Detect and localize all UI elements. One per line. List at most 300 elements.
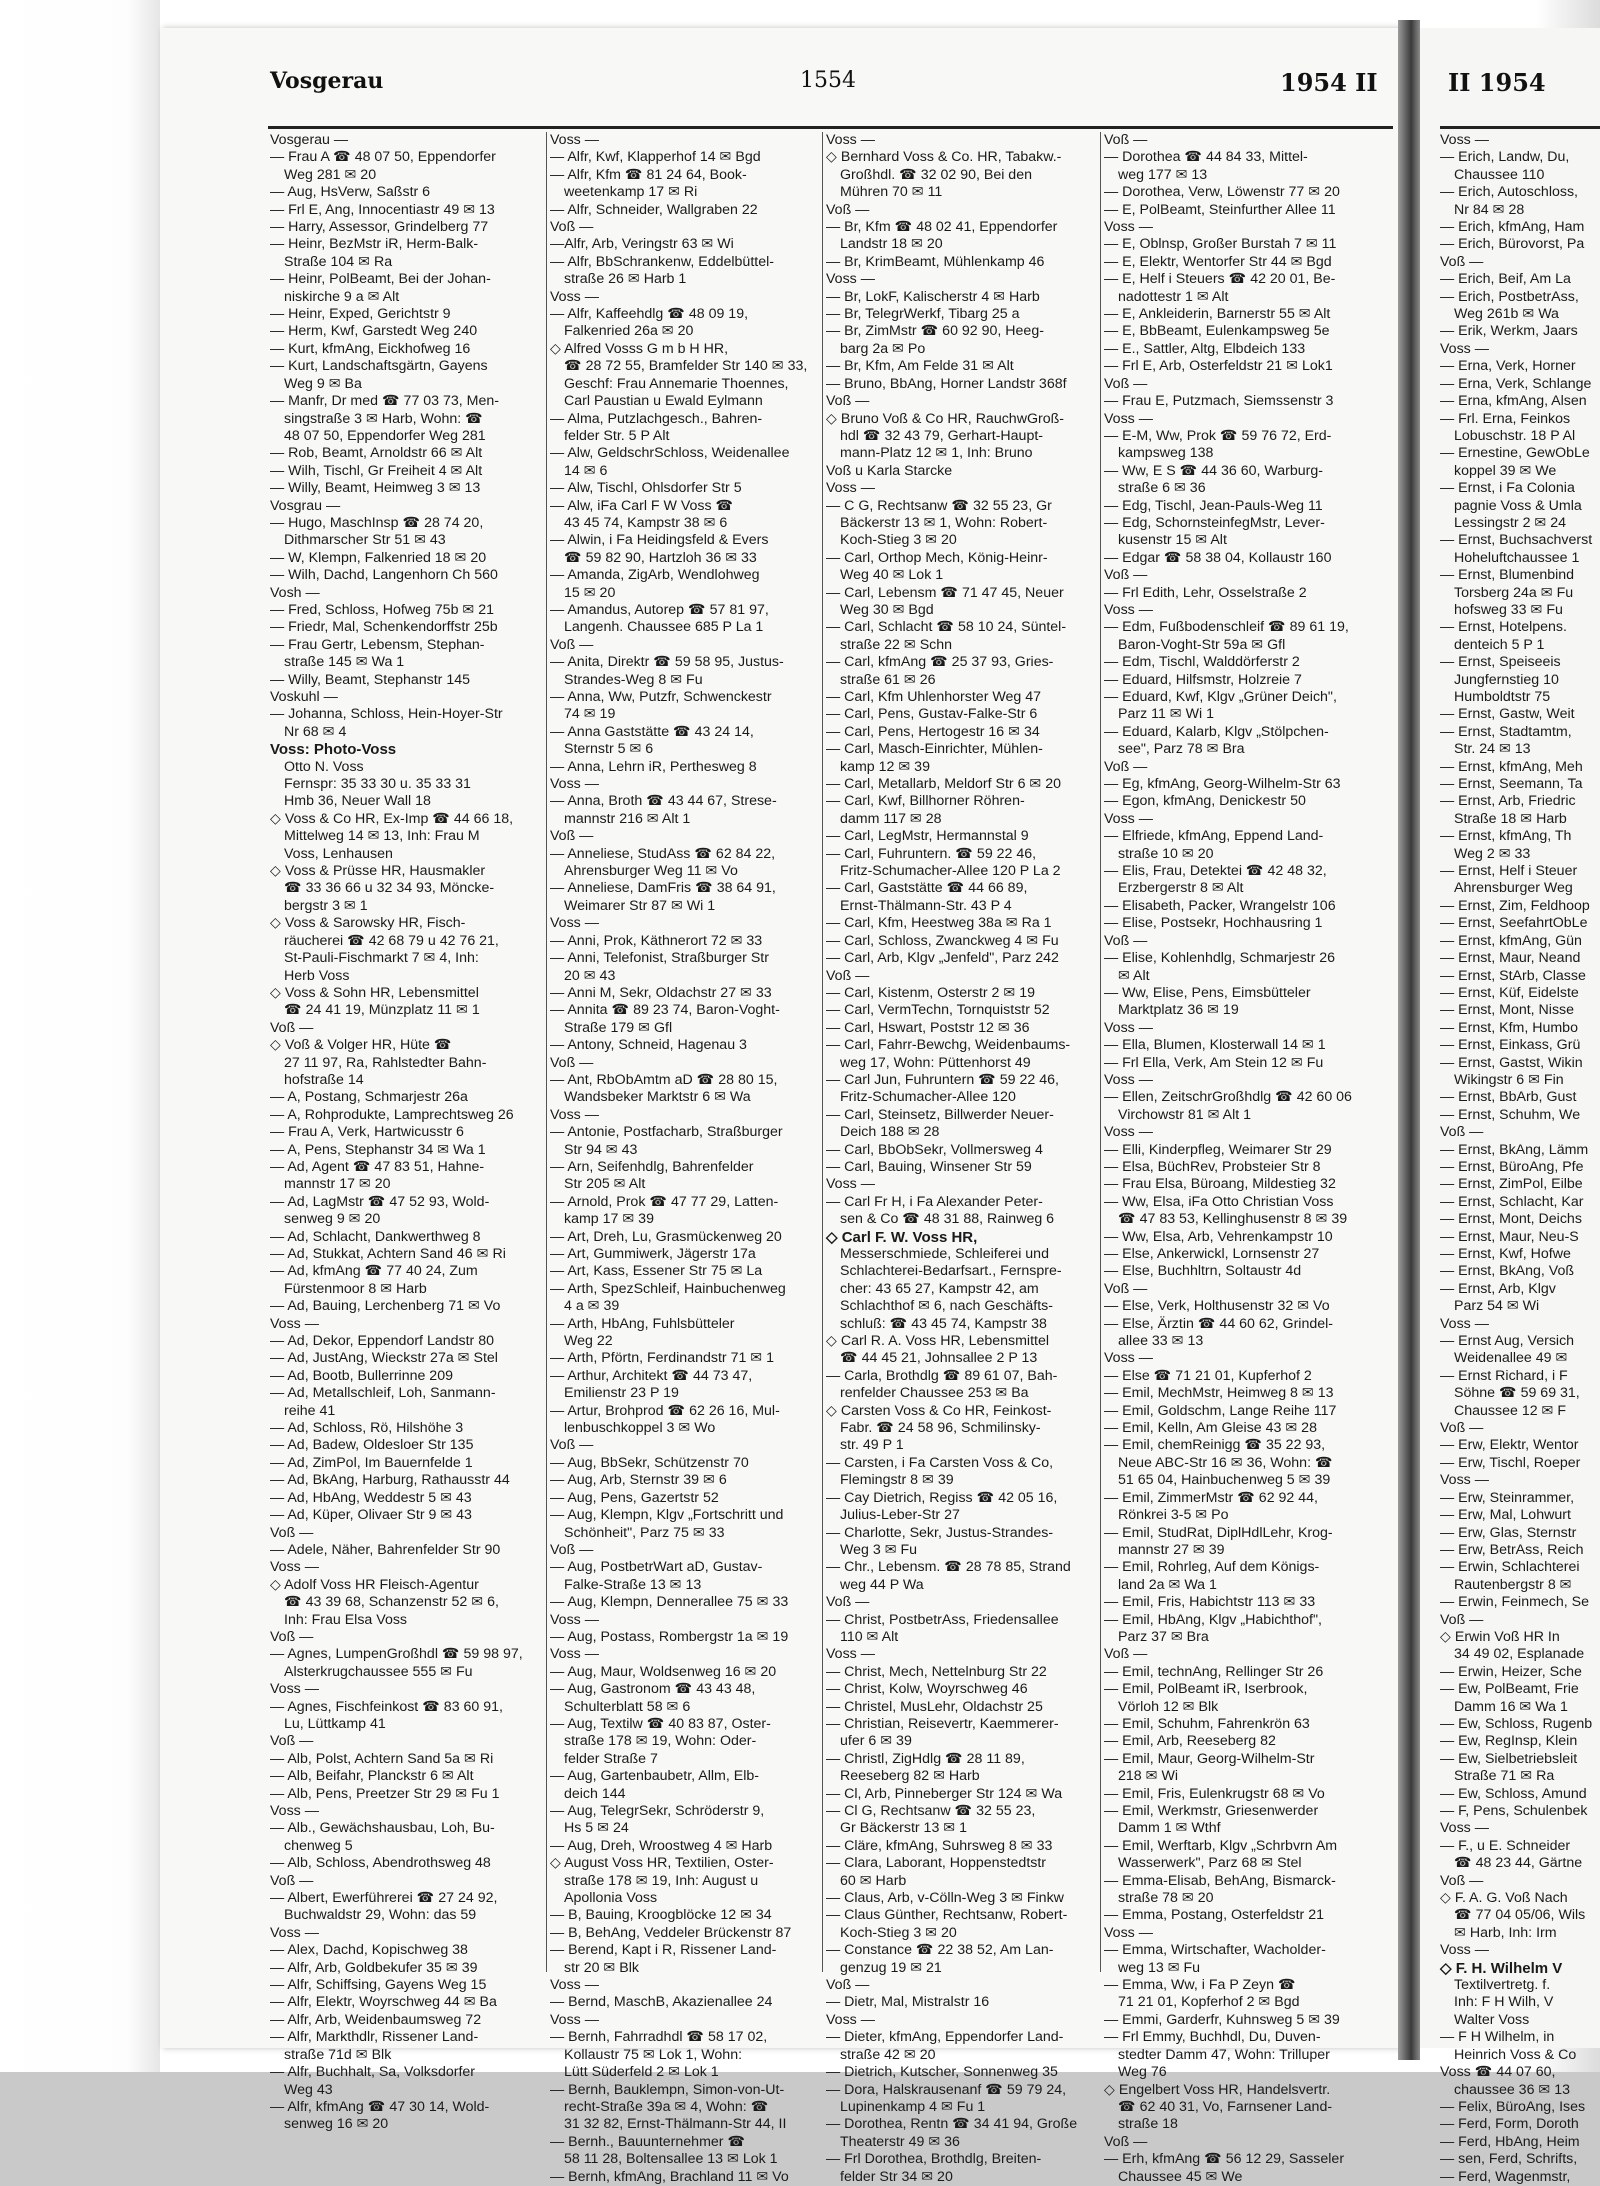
directory-entry-line: — Carsten, i Fa Carsten Voss & Co, xyxy=(826,1454,1054,1471)
directory-entry-line: lenbuschkoppel 3 ✉ Wo xyxy=(564,1420,716,1437)
surname-heading: Voss — xyxy=(550,915,599,932)
directory-entry-line: — E, Elektr, Wentorfer Str 44 ✉ Bgd xyxy=(1104,253,1332,270)
directory-entry-line: Str 205 ✉ Alt xyxy=(564,1176,646,1193)
directory-entry-line: —Alfr, Arb, Veringstr 63 ✉ Wi xyxy=(550,236,734,253)
directory-entry-line: — Alex, Dachd, Kopischweg 38 xyxy=(270,1942,468,1959)
directory-entry-line: — Frau E, Putzmach, Siemssenstr 3 xyxy=(1104,393,1334,410)
directory-entry-line: — Emma, Wirtschafter, Wacholder- xyxy=(1104,1942,1326,1959)
surname-heading: Voß — xyxy=(826,201,870,218)
directory-entry-line: 71 21 01, Kopferhof 2 ✉ Bgd xyxy=(1118,1994,1300,2011)
directory-entry-line: — Emil, ZimmerMstr ☎ 62 92 44, xyxy=(1104,1489,1318,1506)
directory-entry-line: — Ernst, ZimPol, Eilbe xyxy=(1440,1176,1583,1193)
surname-heading: Voß — xyxy=(1440,1611,1484,1628)
surname-heading: Voß — xyxy=(1104,758,1148,775)
directory-entry-line: — Willy, Beamt, Stephanstr 145 xyxy=(270,671,471,688)
directory-entry-line: — E., Sattler, Altg, Elbdeich 133 xyxy=(1104,340,1306,357)
surname-heading: Voß — xyxy=(1440,253,1484,270)
directory-entry-line: — Ernst, BbArb, Gust xyxy=(1440,1089,1577,1106)
directory-entry-line: — Emil, Maur, Georg-Wilhelm-Str xyxy=(1104,1750,1315,1767)
directory-entry-line: — Ad, HbAng, Weddestr 5 ✉ 43 xyxy=(270,1489,472,1506)
directory-entry-line: — Frau A, Verk, Hartwicusstr 6 xyxy=(270,1124,464,1141)
directory-entry-line: — E, Oblnsp, Großer Burstah 7 ✉ 11 xyxy=(1104,236,1337,253)
directory-entry-line: nadottestr 1 ✉ Alt xyxy=(1118,288,1229,305)
directory-entry-line: — Friedr, Mal, Schenkendorffstr 25b xyxy=(270,619,498,636)
directory-entry-line: — Ernst, Gastst, Wikin xyxy=(1440,1054,1583,1071)
directory-entry-line: — Ernst, BkAng, Lämm xyxy=(1440,1141,1589,1158)
directory-entry-line: — Claus Günther, Rechtsanw, Robert- xyxy=(826,1907,1068,1924)
directory-entry-line: Herb Voss xyxy=(284,967,350,984)
directory-entry-line: Parz 54 ✉ Wi xyxy=(1454,1298,1540,1315)
directory-entry-line: — B, BehAng, Veddeler Brückenstr 87 xyxy=(550,1924,792,1941)
directory-entry-line: Lessingstr 2 ✉ 24 xyxy=(1454,514,1567,531)
directory-entry-line: — Ew, Sielbetriebsleit xyxy=(1440,1750,1578,1767)
directory-entry-line: — Frl. Erna, Feinkos xyxy=(1440,410,1571,427)
directory-entry-line: ☎ 77 04 05/06, Wils xyxy=(1454,1907,1586,1924)
directory-entry-line: — Art, Kass, Essener Str 75 ✉ La xyxy=(550,1263,763,1280)
directory-entry-line: — E, BbBeamt, Eulenkampsweg 5e xyxy=(1104,323,1330,340)
directory-entry-line: — Frl Ella, Verk, Am Stein 12 ✉ Fu xyxy=(1104,1054,1324,1071)
directory-entry-line: — Edg, Tischl, Jean-Pauls-Weg 11 xyxy=(1104,497,1323,514)
directory-entry-line: Straße 104 ✉ Ra xyxy=(284,253,393,270)
directory-entry-line: — Dietrich, Kutscher, Sonnenweg 35 xyxy=(826,2064,1058,2081)
directory-entry-line: — sen, Ferd, Schrifts, xyxy=(1440,2151,1578,2168)
directory-entry-line: weg 17, Wohn: Püttenhorst 49 xyxy=(840,1054,1031,1071)
book-gutter xyxy=(1398,20,1420,2060)
directory-entry-line: — Willy, Beamt, Heimweg 3 ✉ 13 xyxy=(270,480,481,497)
directory-entry-line: mann-Platz 12 ✉ 1, Inh: Bruno xyxy=(840,445,1033,462)
directory-entry-line: — Ww, E S ☎ 44 36 60, Warburg- xyxy=(1104,462,1323,479)
directory-entry-line: — Manfr, Dr med ☎ 77 03 73, Men- xyxy=(270,393,499,410)
directory-entry-line: 51 65 04, Hainbuchenweg 5 ✉ 39 xyxy=(1118,1472,1331,1489)
directory-entry-line: Ahrensburger Weg 11 ✉ Vo xyxy=(564,863,738,880)
surname-heading: Voß — xyxy=(1104,1646,1148,1663)
directory-entry-line: — Ww, Elsa, Arb, Vehrenkampstr 10 xyxy=(1104,1228,1333,1245)
directory-entry-line: — Felix, BüroAng, Ises xyxy=(1440,2098,1586,2115)
directory-entry-line: — Christ, Mech, Nettelnburg Str 22 xyxy=(826,1663,1047,1680)
directory-entry-line: — Carl, kfmAng ☎ 25 37 93, Gries- xyxy=(826,654,1054,671)
directory-entry-line: koppel 39 ✉ We xyxy=(1454,462,1557,479)
directory-entry-line: — Emmi, Garderfr, Kuhnsweg 5 ✉ 39 xyxy=(1104,2011,1340,2028)
directory-entry-line: Voss, Lenhausen xyxy=(284,845,393,862)
directory-entry-line: ◇ Bernhard Voss & Co. HR, Tabakw.- xyxy=(826,149,1062,166)
directory-entry-line: Straße 179 ✉ Gfl xyxy=(564,1019,673,1036)
directory-entry-line: — Eduard, Hilfsmstr, Holzreie 7 xyxy=(1104,671,1302,688)
directory-entry-line: 27 11 97, Ra, Rahlstedter Bahn- xyxy=(284,1054,487,1071)
directory-entry-line: — Br, Kfm ☎ 48 02 41, Eppendorfer xyxy=(826,219,1058,236)
surname-heading: Voss — xyxy=(270,1924,319,1941)
surname-heading: Voss — xyxy=(550,1646,599,1663)
directory-entry-line: — Ernst, kfmAng, Th xyxy=(1440,828,1572,845)
directory-entry-line: — Erw, BetrAss, Reich xyxy=(1440,1541,1584,1558)
directory-entry-line: Virchowstr 81 ✉ Alt 1 xyxy=(1118,1106,1252,1123)
surname-heading: Voß — xyxy=(1440,1124,1484,1141)
directory-entry-line: weg 177 ✉ 13 xyxy=(1118,166,1208,183)
directory-entry-line: Sternstr 5 ✉ 6 xyxy=(564,741,654,758)
directory-entry-line: Ernst-Thälmann-Str. 43 P 4 xyxy=(840,897,1012,914)
surname-heading: Voß — xyxy=(270,1019,314,1036)
directory-entry-line: — Elli, Kinderpfleg, Weimarer Str 29 xyxy=(1104,1141,1332,1158)
directory-entry-line: Str. 24 ✉ 13 xyxy=(1454,741,1531,758)
directory-entry-line: Söhne ☎ 59 69 31, xyxy=(1454,1385,1580,1402)
directory-entry-line: — Eg, kfmAng, Georg-Wilhelm-Str 63 xyxy=(1104,776,1341,793)
directory-entry-line: — Ad, BkAng, Harburg, Rathausstr 44 xyxy=(270,1472,510,1489)
directory-entry-line: Schulterblatt 58 ✉ 6 xyxy=(564,1698,691,1715)
directory-entry-line: straße 178 ✉ 19, Inh: August u xyxy=(564,1872,759,1889)
directory-entry-line: ☎ 62 40 31, Vo, Farnsener Land- xyxy=(1118,2098,1333,2115)
directory-entry-line: — Ernst, Zim, Feldhoop xyxy=(1440,897,1590,914)
surname-heading: Voss — xyxy=(550,776,599,793)
directory-entry-line: Weg 9 ✉ Ba xyxy=(284,375,362,392)
surname-heading: Voß — xyxy=(550,1054,594,1071)
directory-entry-line: — Erwin, Heizer, Sche xyxy=(1440,1663,1582,1680)
directory-entry-line: — Art, Dreh, Lu, Grasmückenweg 20 xyxy=(550,1228,782,1245)
directory-entry-line: — Aug, Dreh, Wroostweg 4 ✉ Harb xyxy=(550,1837,773,1854)
directory-entry-line: Großhdl. ☎ 32 02 90, Bei den xyxy=(840,166,1032,183)
page-number: 1554 xyxy=(800,68,856,93)
directory-entry-line: — Alfr, Buchhalt, Sa, Volksdorfer xyxy=(270,2064,476,2081)
directory-entry-line: felder Straße 7 xyxy=(564,1750,658,1767)
directory-entry-line: sen & Co ☎ 48 31 88, Rainweg 6 xyxy=(840,1211,1055,1228)
directory-entry-line: str 20 ✉ Blk xyxy=(564,1959,639,1976)
directory-entry-line: — Wilh, Tischl, Gr Freiheit 4 ✉ Alt xyxy=(270,462,483,479)
surname-heading: Voss — xyxy=(1440,1820,1489,1837)
directory-entry-line: hofstraße 14 xyxy=(284,1071,364,1088)
directory-entry-line: — Aug, BbSekr, Schützenstr 70 xyxy=(550,1454,749,1471)
directory-entry-line: 14 ✉ 6 xyxy=(564,462,608,479)
directory-entry-line: — Carl, BbObSekr, Vollmersweg 4 xyxy=(826,1141,1043,1158)
directory-entry-line: — Erwin, Schlachterei xyxy=(1440,1559,1580,1576)
directory-entry-line: — Antony, Schneid, Hagenau 3 xyxy=(550,1037,747,1054)
directory-entry-line: — Alb, Beifahr, Planckstr 6 ✉ Alt xyxy=(270,1768,474,1785)
directory-entry-line: 34 49 02, Esplanade xyxy=(1454,1646,1585,1663)
directory-entry-line: Damm 16 ✉ Wa 1 xyxy=(1454,1698,1568,1715)
directory-entry-line: — Br, TelegrWerkf, Tibarg 25 a xyxy=(826,306,1020,323)
directory-entry-line: bergstr 3 ✉ 1 xyxy=(284,897,368,914)
surname-heading: Voss — xyxy=(1104,810,1153,827)
directory-entry-line: Marktplatz 36 ✉ 19 xyxy=(1118,1002,1239,1019)
directory-entry-line: Erzbergerstr 8 ✉ Alt xyxy=(1118,880,1244,897)
directory-entry-line: cher: 43 65 27, Kampstr 42, am xyxy=(840,1280,1039,1297)
directory-entry-line: Jungfernstieg 10 xyxy=(1454,671,1559,688)
directory-entry-line: — Aug, Arb, Sternstr 39 ✉ 6 xyxy=(550,1472,727,1489)
directory-entry-line: St-Pauli-Fischmarkt 7 ✉ 4, Inh: xyxy=(284,950,479,967)
surname-heading: Voss — xyxy=(1104,1124,1153,1141)
directory-entry-line: — Alfr, Schiffsing, Gayens Weg 15 xyxy=(270,1977,487,1994)
directory-entry-line: — Ernst, SeefahrtObLe xyxy=(1440,915,1588,932)
directory-entry-line: ◇ F. H. Wilhelm V xyxy=(1440,1959,1563,1977)
directory-entry-line: — Anna Gaststätte ☎ 43 24 14, xyxy=(550,723,754,740)
surname-heading: Voss — xyxy=(1440,1942,1489,1959)
directory-entry-line: straße 10 ✉ 20 xyxy=(1118,845,1214,862)
directory-entry-line: — Ernst, Helf i Steuer xyxy=(1440,863,1578,880)
directory-entry-line: — Ernst, Schlacht, Kar xyxy=(1440,1193,1584,1210)
directory-entry-line: — Carl, Gaststätte ☎ 44 66 89, xyxy=(826,880,1028,897)
surname-heading: Voss ☎ 44 07 60, xyxy=(1440,2064,1556,2081)
directory-entry-line: — Alfr, Arb, Goldbekufer 35 ✉ 39 xyxy=(270,1959,478,1976)
directory-entry-line: — Anni, Telefonist, Straßburger Str xyxy=(550,950,769,967)
directory-entry-line: — Arn, Seifenhdlg, Bahrenfelder xyxy=(550,1158,754,1175)
surname-heading: Voss — xyxy=(826,480,875,497)
directory-entry-line: Hoheluftchaussee 1 xyxy=(1454,549,1580,566)
directory-entry-line: — Ernst, BkAng, Voß xyxy=(1440,1263,1575,1280)
directory-entry-line: — Ew, RegInsp, Klein xyxy=(1440,1733,1578,1750)
directory-entry-line: — Egon, kfmAng, Denickestr 50 xyxy=(1104,793,1306,810)
directory-entry-line: — Carl, Kwf, Billhorner Röhren- xyxy=(826,793,1025,810)
surname-heading: Voß — xyxy=(550,1437,594,1454)
directory-entry-line: Straße 71 ✉ Ra xyxy=(1454,1768,1555,1785)
directory-entry-line: Schlachthof ✉ 6, nach Geschäfts- xyxy=(840,1298,1053,1315)
directory-entry-line: — Eduard, Kwf, Klgv „Grüner Deich", xyxy=(1104,689,1337,705)
directory-entry-line: — Ernestine, GewObLe xyxy=(1440,445,1590,462)
directory-entry-line: — Arth, HbAng, Fuhlsbütteler xyxy=(550,1315,735,1332)
directory-entry-line: — Ad, Agent ☎ 47 83 51, Hahne- xyxy=(270,1158,485,1175)
directory-entry-line: — Erw, Tischl, Roeper xyxy=(1440,1454,1581,1471)
directory-entry-line: — Carl, Hswart, Poststr 12 ✉ 36 xyxy=(826,1019,1030,1036)
directory-entry-line: — Edm, Tischl, Walddörferstr 2 xyxy=(1104,654,1300,671)
directory-entry-line: Falkenried 26a ✉ 20 xyxy=(564,323,694,340)
directory-entry-line: — Alfr, Kfm ☎ 81 24 64, Book- xyxy=(550,166,747,183)
directory-entry-line: Gr Bäckerstr 13 ✉ 1 xyxy=(840,1820,968,1837)
directory-entry-line: — Ferd, Wagenmstr, xyxy=(1440,2168,1571,2185)
directory-entry-line: — Anna, Broth ☎ 43 44 67, Strese- xyxy=(550,793,777,810)
directory-entry-line: ☎ 28 72 55, Bramfelder Str 140 ✉ 33, xyxy=(564,358,808,375)
directory-entry-line: — Erich, Bürovorst, Pa xyxy=(1440,236,1585,253)
directory-entry-line: — Emil, Rohrleg, Auf dem Königs- xyxy=(1104,1559,1320,1576)
directory-entry-line: Lütt Süderfeld 2 ✉ Lok 1 xyxy=(564,2064,719,2081)
directory-entry-line: — Bernh, kfmAng, Brachland 11 ✉ Vo xyxy=(550,2168,789,2185)
directory-entry-line: see", Parz 78 ✉ Bra xyxy=(1118,741,1245,758)
directory-entry-line: — Bernh, Bauklempn, Simon-von-Ut- xyxy=(550,2081,785,2098)
directory-entry-line: Weg 43 xyxy=(284,2081,333,2098)
surname-heading: Voß — xyxy=(550,636,594,653)
directory-entry-line: — A, Pens, Stephanstr 34 ✉ Wa 1 xyxy=(270,1141,486,1158)
directory-entry-line: — Carl, Metallarb, Meldorf Str 6 ✉ 20 xyxy=(826,776,1062,793)
directory-entry-line: Alsterkrugchaussee 555 ✉ Fu xyxy=(284,1663,473,1680)
directory-entry-line: — Alw, GeldschrSchloss, Weidenallee xyxy=(550,445,790,462)
directory-entry-line: — Aug, Pens, Gazertstr 52 xyxy=(550,1489,719,1506)
surname-heading: Voss — xyxy=(1104,410,1153,427)
surname-heading: Voss — xyxy=(826,1646,875,1663)
directory-entry-line: ☎ 33 36 66 u 32 34 93, Mönckе- xyxy=(284,880,495,897)
directory-entry-line: — A, Rohprodukte, Lamprechtsweg 26 xyxy=(270,1106,514,1123)
surname-heading: Voss — xyxy=(1440,1315,1489,1332)
directory-entry-line: weetenkamp 17 ✉ Ri xyxy=(564,184,698,201)
directory-entry-line: — Arth, Pförtn, Ferdinandstr 71 ✉ 1 xyxy=(550,1350,775,1367)
directory-entry-line: — Fred, Schloss, Hofweg 75b ✉ 21 xyxy=(270,601,495,618)
directory-entry-line: — Herm, Kwf, Garstedt Weg 240 xyxy=(270,323,478,340)
directory-entry-line: — Heinr, Exped, Gerichtstr 9 xyxy=(270,306,451,323)
directory-entry-line: — Erh, kfmAng ☎ 56 12 29, Sasseler xyxy=(1104,2151,1345,2168)
directory-entry-line: Buchwaldstr 29, Wohn: das 59 xyxy=(284,1907,477,1924)
surname-heading: Voß u Karla Starcke xyxy=(826,462,953,479)
directory-entry-line: Reeseberg 82 ✉ Harb xyxy=(840,1768,980,1785)
directory-entry-line: — A, Postang, Schmarjestr 26a xyxy=(270,1089,468,1106)
directory-entry-line: — Emil, chemReinigg ☎ 35 22 93, xyxy=(1104,1437,1326,1454)
directory-entry-line: — Carl, Orthop Mech, König-Heinr- xyxy=(826,549,1048,566)
directory-entry-line: ◇ Engelbert Voss HR, Handelsvertr. xyxy=(1104,2081,1331,2098)
directory-entry-line: ☎ 24 41 19, Münzplatz 11 ✉ 1 xyxy=(284,1002,480,1019)
directory-entry-line: — Alfr, Kwf, Klapperhof 14 ✉ Bgd xyxy=(550,149,761,166)
directory-entry-line: — Ernst, Küf, Eidelste xyxy=(1440,984,1579,1001)
surname-heading: Voß — xyxy=(1440,1872,1484,1889)
directory-entry-line: — Dieter, kfmAng, Eppendorfer Land- xyxy=(826,2029,1064,2046)
directory-entry-line: — Carl, Steinsetz, Billwerder Neuer- xyxy=(826,1106,1054,1123)
surname-heading: Voß — xyxy=(1104,932,1148,949)
directory-entry-line: — Ad, JustAng, Wieckstr 27a ✉ Stel xyxy=(270,1350,498,1367)
directory-entry-line: Walter Voss xyxy=(1454,2011,1530,2028)
directory-entry-line: — Elfriede, kfmAng, Eppend Land- xyxy=(1104,828,1324,845)
surname-heading: Voss — xyxy=(1440,132,1489,148)
directory-entry-line: — Emil, Werkmstr, Griesenwerder xyxy=(1104,1803,1319,1819)
directory-entry-line: — Anni M, Sekr, Oldachstr 27 ✉ 33 xyxy=(550,984,772,1001)
surname-heading: Voß — xyxy=(1104,1280,1148,1297)
surname-heading: Vosgrau — xyxy=(270,497,341,514)
surname-heading: Voss — xyxy=(550,132,599,148)
directory-entry-line: räucherei ☎ 42 68 79 u 42 76 21, xyxy=(284,932,499,949)
directory-entry-line: weg 13 ✉ Fu xyxy=(1118,1959,1201,1976)
directory-entry-line: — Christel, MusLehr, Oldachstr 25 xyxy=(826,1698,1043,1715)
directory-entry-line: — Frau Elsa, Büroang, Mildestieg 32 xyxy=(1104,1176,1336,1193)
directory-entry-line: — Hugo, MaschInsp ☎ 28 74 20, xyxy=(270,514,484,531)
directory-entry-line: Parz 11 ✉ Wi 1 xyxy=(1118,706,1214,723)
directory-entry-line: — Else, Ärztin ☎ 44 60 62, Grindel- xyxy=(1104,1315,1334,1332)
directory-entry-line: pagnie Voss & Umla xyxy=(1454,497,1582,514)
directory-entry-line: — C G, Rechtsanw ☎ 32 55 23, Gr xyxy=(826,497,1052,514)
directory-entry-line: straße 6 ✉ 36 xyxy=(1118,480,1206,497)
directory-entry-line: Lobuschstr. 18 P Al xyxy=(1454,427,1576,444)
directory-entry-line: — Ad, Badew, Oldesloer Str 135 xyxy=(270,1437,474,1454)
surname-heading: Vosgerau — xyxy=(270,132,349,148)
directory-entry-line: ☎ 48 23 44, Gärtne xyxy=(1454,1855,1583,1872)
directory-entry-line: chaussee 36 ✉ 13 xyxy=(1454,2081,1571,2098)
directory-entry-line: straße 22 ✉ Schn xyxy=(840,636,953,653)
directory-entry-line: Inh: F H Wilh, V xyxy=(1454,1994,1554,2011)
directory-entry-line: — Carla, Brothdlg ☎ 89 61 07, Bah- xyxy=(826,1367,1058,1384)
directory-entry-line: — Ernst, kfmAng, Meh xyxy=(1440,758,1583,775)
directory-entry-line: senweg 9 ✉ 20 xyxy=(284,1211,381,1228)
directory-entry-line: — Clara, Laborant, Hoppenstedtstr xyxy=(826,1855,1047,1872)
directory-entry-line: — Frau Gertr, Lebensm, Stephan- xyxy=(270,636,485,653)
surname-heading: Voss — xyxy=(826,271,875,288)
directory-entry-line: — Ernst, Arb, Klgv xyxy=(1440,1280,1556,1297)
header-rule xyxy=(268,126,1393,129)
directory-entry-line: straße 71d ✉ Blk xyxy=(284,2046,392,2063)
directory-entry-line: Fernspr: 35 33 30 u. 35 33 31 xyxy=(284,776,471,793)
directory-entry-line: recht-Straße 39a ✉ 4, Wohn: ☎ xyxy=(564,2098,769,2115)
directory-column-2 xyxy=(550,132,818,2185)
directory-entry-line: Weg 76 xyxy=(1118,2064,1167,2081)
directory-entry-line: Weidenallee 49 ✉ xyxy=(1454,1350,1568,1367)
directory-entry-line: — Ad, Schlacht, Dankwerthweg 8 xyxy=(270,1228,481,1245)
directory-entry-line: — Carl, Masch-Einrichter, Mühlen- xyxy=(826,741,1043,758)
directory-entry-line: — Emil, technAng, Rellinger Str 26 xyxy=(1104,1663,1324,1680)
directory-entry-line: Weimarer Str 87 ✉ Wi 1 xyxy=(564,897,716,914)
directory-entry-line: — Christ, PostbetrAss, Friedensallee xyxy=(826,1611,1059,1628)
directory-entry-line: — Ad, LagMstr ☎ 47 52 93, Wold- xyxy=(270,1193,490,1210)
directory-entry-line: — Ernst, Buchsachverst xyxy=(1440,532,1593,549)
directory-entry-line: — Emil, StudRat, DiplHdlLehr, Krog- xyxy=(1104,1524,1333,1541)
directory-entry-line: — Elsa, BüchRev, Probsteier Str 8 xyxy=(1104,1158,1321,1175)
surname-heading: Voss — xyxy=(550,1977,599,1994)
directory-entry-line: ◇ Adolf Voss HR Fleisch-Agentur xyxy=(270,1576,479,1593)
directory-entry-line: — Emil, HbAng, Klgv „Habichthof", xyxy=(1104,1611,1322,1628)
directory-entry-line: Inh: Frau Elsa Voss xyxy=(284,1611,408,1628)
directory-entry-line: — Else, Verk, Holthusenstr 32 ✉ Vo xyxy=(1104,1298,1330,1315)
directory-entry-line: — Harry, Assessor, Grindelberg 77 xyxy=(270,219,489,236)
directory-entry-line: Deich 188 ✉ 28 xyxy=(840,1124,940,1141)
directory-entry-line: — Erich, kfmAng, Ham xyxy=(1440,219,1585,236)
directory-entry-line: straße 42 ✉ 20 xyxy=(840,2046,936,2063)
directory-entry-line: — Ad, Bootb, Bullerrinne 209 xyxy=(270,1367,453,1384)
directory-entry-line: Wandsbeker Marktstr 6 ✉ Wa xyxy=(564,1089,751,1106)
directory-entry-line: — Alfr, kfmAng ☎ 47 30 14, Wold- xyxy=(270,2098,490,2115)
directory-entry-line: — Adele, Näher, Bahrenfelder Str 90 xyxy=(270,1541,501,1558)
directory-entry-line: 48 07 50, Eppendorfer Weg 281 xyxy=(284,427,486,444)
directory-entry-line: — Annita ☎ 89 23 74, Baron-Voght- xyxy=(550,1002,780,1019)
directory-entry-line: ◇ Carl R. A. Voss HR, Lebensmittel xyxy=(826,1333,1050,1350)
directory-entry-line: — Ew, PolBeamt, Frie xyxy=(1440,1681,1579,1698)
surname-heading: Voss — xyxy=(550,2011,599,2028)
directory-entry-line: straße 78 ✉ 20 xyxy=(1118,1890,1214,1907)
directory-entry-line: singstraße 3 ✉ Harb, Wohn: ☎ xyxy=(284,410,483,427)
directory-entry-line: — Emma-Elisab, BehAng, Bismarck- xyxy=(1104,1872,1336,1889)
directory-entry-line: stedter Damm 47, Wohn: Trilluper xyxy=(1118,2046,1330,2063)
surname-heading: Voß — xyxy=(550,219,594,236)
directory-entry-line: — Arthur, Architekt ☎ 44 73 47, xyxy=(550,1367,753,1384)
directory-entry-line: — Carl, Schloss, Zwanckweg 4 ✉ Fu xyxy=(826,932,1059,949)
directory-entry-line: — Aug, TelegrSekr, Schröderstr 9, xyxy=(550,1803,765,1819)
surname-heading: Voskuhl — xyxy=(270,689,338,705)
directory-entry-line: — Erich, PostbetrAss, xyxy=(1440,288,1579,305)
directory-entry-line: Hs 5 ✉ 24 xyxy=(564,1820,629,1837)
directory-entry-line: ◇ Erwin Voß HR In xyxy=(1440,1628,1560,1645)
directory-entry-line: — Ernst, Hotelpens. xyxy=(1440,619,1567,636)
surname-heading: Voß — xyxy=(826,1594,870,1611)
directory-entry-line: 4 a ✉ 39 xyxy=(564,1298,620,1315)
directory-entry-line: — Antonie, Postfacharb, Straßburger xyxy=(550,1124,783,1141)
directory-entry-line: ◇ Alfred Vosss G m b H HR, xyxy=(550,340,729,357)
surname-heading: Voss — xyxy=(550,1106,599,1123)
directory-entry-line: — Charlotte, Sekr, Justus-Strandes- xyxy=(826,1524,1054,1541)
directory-entry-line: — Carl, Pens, Hertogestr 16 ✉ 34 xyxy=(826,723,1040,740)
directory-entry-line: — Alb., Gewächshausbau, Loh, Bu- xyxy=(270,1820,495,1837)
directory-entry-line: — Ernst, Mont, Deichs xyxy=(1440,1211,1582,1228)
directory-entry-line: — F., u E. Schneider xyxy=(1440,1837,1571,1854)
directory-entry-line: deich 144 xyxy=(564,1785,626,1802)
directory-entry-line: — Frl Edith, Lehr, Osselstraße 2 xyxy=(1104,584,1307,601)
directory-entry-line: Weg 2 ✉ 33 xyxy=(1454,845,1531,862)
directory-entry-line: — Ernst, Arb, Friedric xyxy=(1440,793,1576,810)
directory-entry-line: — Else, Ankerwickl, Lornsenstr 27 xyxy=(1104,1246,1320,1262)
directory-entry-line: — Frau A ☎ 48 07 50, Eppendorfer xyxy=(270,149,496,166)
surname-heading: Voss — xyxy=(1104,1071,1153,1088)
directory-entry-line: — Chr., Lebensm. ☎ 28 78 85, Strand xyxy=(826,1559,1071,1576)
directory-entry-line: — Carl, Lebensm ☎ 71 47 45, Neuer xyxy=(826,584,1064,601)
directory-entry-line: felder Str 34 ✉ 20 xyxy=(840,2168,953,2185)
directory-entry-line: renfelder Chaussee 253 ✉ Ba xyxy=(840,1385,1029,1402)
directory-entry-line: 110 ✉ Alt xyxy=(840,1628,899,1645)
directory-entry-line: land 2a ✉ Wa 1 xyxy=(1118,1576,1217,1593)
directory-entry-line: Landstr 18 ✉ 20 xyxy=(840,236,943,253)
directory-entry-line: 15 ✉ 20 xyxy=(564,584,616,601)
directory-entry-line: — Erw, Elektr, Wentor xyxy=(1440,1437,1579,1454)
directory-entry-line: ◇ Voss & Sohn HR, Lebensmittel xyxy=(270,984,479,1001)
surname-heading: Vosh — xyxy=(270,584,320,601)
directory-entry-line: — Carl, Fahrr-Bewchg, Weidenbaums- xyxy=(826,1037,1071,1054)
next-page-column xyxy=(1440,132,1600,2185)
surname-heading: Voss — xyxy=(1104,1019,1153,1036)
directory-entry-line: — Aug, Textilw ☎ 40 83 87, Oster- xyxy=(550,1715,771,1732)
